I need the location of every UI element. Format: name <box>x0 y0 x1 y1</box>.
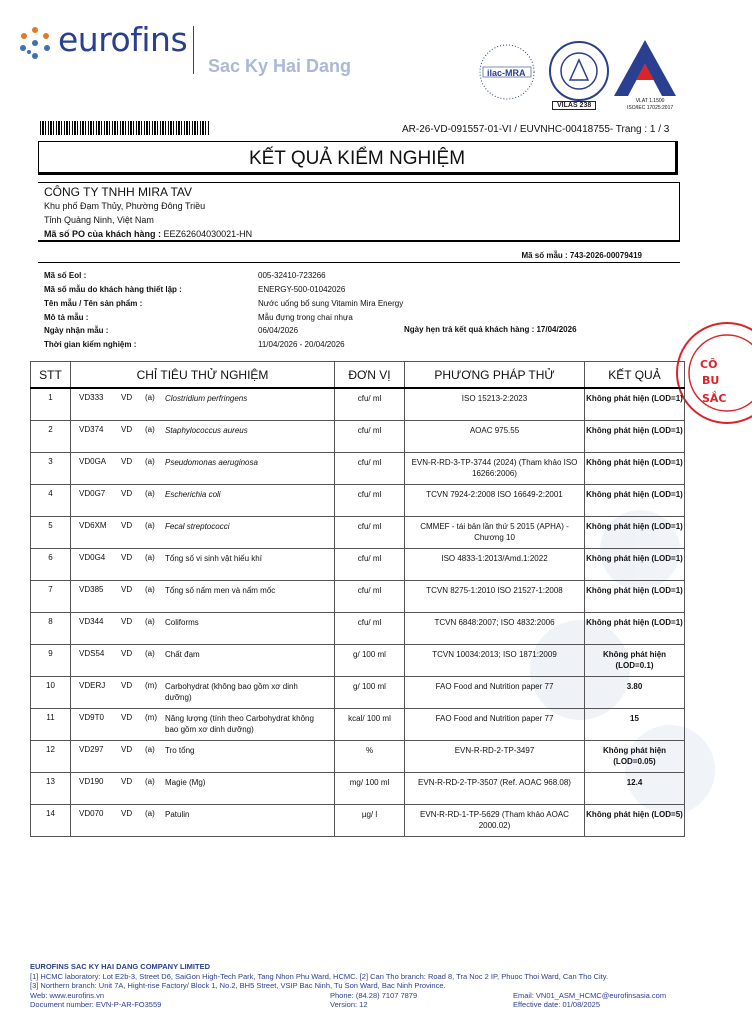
indicator-name: Chất đạm <box>165 649 200 659</box>
cell-unit: kcal/ 100 ml <box>335 708 405 740</box>
divider <box>193 26 194 74</box>
info-value: 005-32410-723266 <box>258 271 326 280</box>
indicator-lab: VD <box>121 648 133 658</box>
cell-unit: µg/ l <box>335 804 405 836</box>
cell-unit: cfu/ ml <box>335 388 405 420</box>
svg-text:BU: BU <box>702 374 720 387</box>
cell-stt: 10 <box>31 676 71 708</box>
column-header-indicator: CHỈ TIÊU THỬ NGHIỆM <box>71 362 335 389</box>
ilac-label: ilac-MRA <box>487 68 526 78</box>
customer-name: CÔNG TY TNHH MIRA TAV <box>44 185 193 199</box>
indicator-group: (a) <box>145 488 155 498</box>
cell-unit: cfu/ ml <box>335 580 405 612</box>
cell-indicator <box>71 516 335 548</box>
cell-stt: 12 <box>31 740 71 772</box>
cell-result: Không phát hiện (LOD=1) <box>585 388 685 420</box>
footer-address-2: [3] Northern branch: Unit 7A, Hight-rise Factory/ Block 1, No.2, BH5 Street, VSIP Bac Ninh, Tu Son Ward, Bac Ninh Province. <box>30 981 446 990</box>
accreditation-seal-icon <box>548 40 610 102</box>
cell-indicator <box>71 804 335 836</box>
table-row <box>31 804 685 836</box>
vilas-badge: VILAS 238 <box>552 101 596 110</box>
table-row <box>31 420 685 452</box>
page-title: KẾT QUẢ KIỂM NGHIỆM <box>248 148 466 169</box>
indicator-code: VD9T0 <box>79 712 104 722</box>
cell-unit: % <box>335 740 405 772</box>
table-row <box>31 580 685 612</box>
indicator-name: Magie (Mg) <box>165 777 206 787</box>
indicator-name: Tổng số vi sinh vật hiếu khí <box>165 553 262 563</box>
brand-name: eurofins <box>58 20 188 59</box>
cell-indicator <box>71 388 335 420</box>
indicator-name: Staphylococcus aureus <box>165 425 248 435</box>
indicator-lab: VD <box>121 584 133 594</box>
indicator-code: VD374 <box>79 424 104 434</box>
indicator-code: VD0GA <box>79 456 107 466</box>
cell-unit: cfu/ ml <box>335 612 405 644</box>
indicator-lab: VD <box>121 456 133 466</box>
indicator-group: (a) <box>145 552 155 562</box>
cell-result: Không phát hiện (LOD=1) <box>585 612 685 644</box>
eurofins-logo-icon <box>18 26 52 60</box>
cell-stt: 2 <box>31 420 71 452</box>
cell-result: Không phát hiện (LOD=1) <box>585 452 685 484</box>
cell-method: ISO 15213-2:2023 <box>405 388 585 420</box>
cell-indicator <box>71 740 335 772</box>
cell-unit: mg/ 100 ml <box>335 772 405 804</box>
cell-stt: 1 <box>31 388 71 420</box>
info-value: ENERGY-500-01042026 <box>258 285 346 294</box>
customer-po: Mã số PO của khách hàng : EEZ62604030021-HN <box>44 229 253 239</box>
cell-stt: 7 <box>31 580 71 612</box>
indicator-name: Escherichia coli <box>165 489 221 499</box>
svg-text:CÔ: CÔ <box>700 358 718 371</box>
indicator-code: VDS54 <box>79 648 105 658</box>
info-value: Nước uống bổ sung Vitamin Mira Energy <box>258 299 404 308</box>
info-value: 11/04/2026 - 20/04/2026 <box>258 340 345 349</box>
cell-stt: 8 <box>31 612 71 644</box>
indicator-name: Patulin <box>165 809 190 819</box>
cell-result: Không phát hiện (LOD=1) <box>585 516 685 548</box>
table-header-row <box>31 362 685 389</box>
cell-method: TCVN 6848:2007; ISO 4832:2006 <box>405 612 585 644</box>
indicator-code: VDERJ <box>79 680 106 690</box>
footer-address-1: [1] HCMC laboratory: Lot E2b-3, Street D6, SaiGon High-Tech Park, Tang Nhon Phu Ward, HCMC. [2] Can Tho branch: Road 8, Tra Noc 2 IP, Phuoc Thoi Ward, Can Tho City. <box>30 971 609 981</box>
table-row <box>31 708 685 740</box>
indicator-name: Tro tổng <box>165 745 195 755</box>
footer-version: Version: 12 <box>330 1000 368 1009</box>
indicator-group: (a) <box>145 616 155 626</box>
indicator-code: VD0G7 <box>79 488 106 498</box>
table-row <box>31 388 685 420</box>
cell-result: Không phát hiện (LOD=1) <box>585 548 685 580</box>
svg-text:SẮC: SẮC <box>702 392 727 405</box>
indicator-code: VD6XM <box>79 520 107 530</box>
cell-indicator <box>71 484 335 516</box>
footer-doc <box>30 1000 690 1010</box>
footer-company: EUROFINS SAC KY HAI DANG COMPANY LIMITED <box>30 962 211 971</box>
indicator-code: VD0G4 <box>79 552 106 562</box>
indicator-lab: VD <box>121 680 133 690</box>
title-box <box>38 141 678 175</box>
indicator-name: Coliforms <box>165 617 199 627</box>
indicator-group: (a) <box>145 424 155 434</box>
indicator-lab: VD <box>121 616 133 626</box>
cell-result: Không phát hiện (LOD=0.1) <box>585 644 685 676</box>
cell-indicator <box>71 644 335 676</box>
indicator-group: (a) <box>145 393 155 402</box>
cell-method: FAO Food and Nutrition paper 77 <box>405 676 585 708</box>
cell-result: Không phát hiện (LOD=0.05) <box>585 740 685 772</box>
info-label: Mô tả mẫu : <box>44 313 89 322</box>
indicator-name: Carbohydrat (không bao gồm xơ dinh dưỡng) <box>165 681 298 702</box>
indicator-group: (a) <box>145 744 155 754</box>
cell-stt: 14 <box>31 804 71 836</box>
cell-indicator <box>71 548 335 580</box>
indicator-group: (m) <box>145 680 157 690</box>
indicator-group: (m) <box>145 712 157 722</box>
cell-method: TCVN 7924-2:2008 ISO 16649-2:2001 <box>405 484 585 516</box>
cell-indicator <box>71 452 335 484</box>
sample-code: Mã số mẫu : 743-2026-00079419 <box>521 251 642 260</box>
indicator-lab: VD <box>121 552 133 562</box>
indicator-name: Năng lượng (tính theo Carbohydrat không bao gồm xơ dinh dưỡng) <box>165 713 314 734</box>
cell-stt: 5 <box>31 516 71 548</box>
footer-contact <box>30 991 690 1001</box>
indicator-lab: VD <box>121 424 133 434</box>
cell-indicator <box>71 772 335 804</box>
cell-stt: 6 <box>31 548 71 580</box>
indicator-code: VD190 <box>79 776 104 786</box>
cell-stt: 9 <box>31 644 71 676</box>
cell-result: Không phát hiện (LOD=1) <box>585 580 685 612</box>
indicator-group: (a) <box>145 584 155 594</box>
customer-address-2: Tỉnh Quảng Ninh, Việt Nam <box>44 215 154 225</box>
indicator-group: (a) <box>145 808 155 818</box>
info-label: Mã số mẫu do khách hàng thiết lập : <box>44 285 182 294</box>
indicator-group: (a) <box>145 648 155 658</box>
table-row <box>31 612 685 644</box>
cell-unit: g/ 100 ml <box>335 676 405 708</box>
indicator-code: VD385 <box>79 584 104 594</box>
footer-email: Email: VN01_ASM_HCMC@eurofinsasia.com <box>513 990 667 1000</box>
indicator-group: (a) <box>145 776 155 786</box>
indicator-lab: VD <box>121 744 133 754</box>
cell-result: 3.80 <box>585 676 685 708</box>
cell-result: Không phát hiện (LOD=1) <box>585 420 685 452</box>
cell-indicator <box>71 708 335 740</box>
return-date: Ngày hẹn trả kết quả khách hàng : 17/04/2026 <box>404 325 577 334</box>
info-label: Mã số Eol : <box>44 271 87 280</box>
cell-result: Không phát hiện (LOD=5) <box>585 804 685 836</box>
info-value: Mẫu đựng trong chai nhựa <box>258 313 353 322</box>
cell-unit: cfu/ ml <box>335 420 405 452</box>
cell-unit: cfu/ ml <box>335 548 405 580</box>
cell-method: CMMEF - tái bản lần thứ 5 2015 (APHA) - Chương 10 <box>405 516 585 548</box>
cell-indicator <box>71 676 335 708</box>
cell-result: Không phát hiện (LOD=1) <box>585 484 685 516</box>
report-reference: AR-26-VD-091557-01-VI / EUVNHC-00418755- Trang : 1 / 3 <box>402 124 670 135</box>
cell-method: ISO 4833-1:2013/Amd.1:2022 <box>405 548 585 580</box>
customer-address-1: Khu phố Đạm Thủy, Phường Đông Triều <box>44 201 206 211</box>
barcode <box>40 121 210 135</box>
indicator-group: (a) <box>145 520 155 530</box>
table-row <box>31 452 685 484</box>
cell-result: 15 <box>585 708 685 740</box>
indicator-lab: VD <box>121 520 133 530</box>
table-row <box>31 676 685 708</box>
cell-stt: 11 <box>31 708 71 740</box>
cell-stt: 4 <box>31 484 71 516</box>
indicator-code: VD070 <box>79 808 104 818</box>
footer-phone: Phone: (84.28) 7107 7879 <box>330 990 418 1000</box>
cell-method: AOAC 975.55 <box>405 420 585 452</box>
cell-method: EVN-R-RD-3-TP-3744 (2024) (Tham khảo ISO 16266:2006) <box>405 452 585 484</box>
cell-method: TCVN 8275-1:2010 ISO 21527-1:2008 <box>405 580 585 612</box>
table-row <box>31 644 685 676</box>
aosc-logo-icon <box>612 38 678 98</box>
indicator-lab: VD <box>121 488 133 498</box>
footer <box>30 962 690 1010</box>
table-row <box>31 484 685 516</box>
column-header-method: PHƯƠNG PHÁP THỬ <box>405 362 585 389</box>
indicator-lab: VD <box>121 393 133 402</box>
cell-method: TCVN 10034:2013; ISO 1871:2009 <box>405 644 585 676</box>
cell-unit: cfu/ ml <box>335 452 405 484</box>
indicator-group: (a) <box>145 456 155 466</box>
column-header-unit: ĐƠN VỊ <box>335 362 405 389</box>
indicator-name: Tổng số nấm men và nấm mốc <box>165 585 276 595</box>
indicator-lab: VD <box>121 808 133 818</box>
info-label: Tên mẫu / Tên sản phẩm : <box>44 299 143 308</box>
indicator-lab: VD <box>121 776 133 786</box>
cell-unit: cfu/ ml <box>335 484 405 516</box>
info-value: 06/04/2026 <box>258 326 299 335</box>
indicator-lab: VD <box>121 712 133 722</box>
cell-stt: 3 <box>31 452 71 484</box>
cell-stt: 13 <box>31 772 71 804</box>
aosc-sublabel: VLAT 1.1500 ISO/IEC 17025:2017 <box>627 98 674 111</box>
cell-method: EVN-R-RD-2-TP-3497 <box>405 740 585 772</box>
indicator-code: VD344 <box>79 616 104 626</box>
footer-docnum: Document number: EVN-P-AR-FO3559 <box>30 1000 162 1009</box>
table-row <box>31 740 685 772</box>
brand-subname: Sac Ky Hai Dang <box>208 56 352 76</box>
footer-web: Web: www.eurofins.vn <box>30 990 105 1000</box>
footer-effective: Effective date: 01/08/2025 <box>513 1000 601 1009</box>
cell-unit: cfu/ ml <box>335 516 405 548</box>
divider <box>38 262 680 263</box>
column-header-stt: STT <box>31 362 71 389</box>
indicator-name: Clostridium perfringens <box>165 394 248 403</box>
cell-unit: g/ 100 ml <box>335 644 405 676</box>
indicator-code: VD297 <box>79 744 104 754</box>
cell-indicator <box>71 612 335 644</box>
indicator-code: VD333 <box>79 393 104 402</box>
cell-indicator <box>71 580 335 612</box>
cell-method: EVN-R-RD-1-TP-5629 (Tham khảo AOAC 2000.02) <box>405 804 585 836</box>
indicator-name: Pseudomonas aeruginosa <box>165 457 258 467</box>
column-header-result: KẾT QUẢ <box>585 362 685 389</box>
indicator-name: Fecal streptococci <box>165 521 230 531</box>
cell-method: EVN-R-RD-2-TP-3507 (Ref. AOAC 968.08) <box>405 772 585 804</box>
table-row <box>31 548 685 580</box>
info-label: Thời gian kiểm nghiệm : <box>44 340 137 349</box>
table-row <box>31 516 685 548</box>
results-table <box>30 361 685 837</box>
table-row <box>31 772 685 804</box>
cell-indicator <box>71 420 335 452</box>
info-label: Ngày nhận mẫu : <box>44 326 109 335</box>
cell-result: 12.4 <box>585 772 685 804</box>
cell-method: FAO Food and Nutrition paper 77 <box>405 708 585 740</box>
